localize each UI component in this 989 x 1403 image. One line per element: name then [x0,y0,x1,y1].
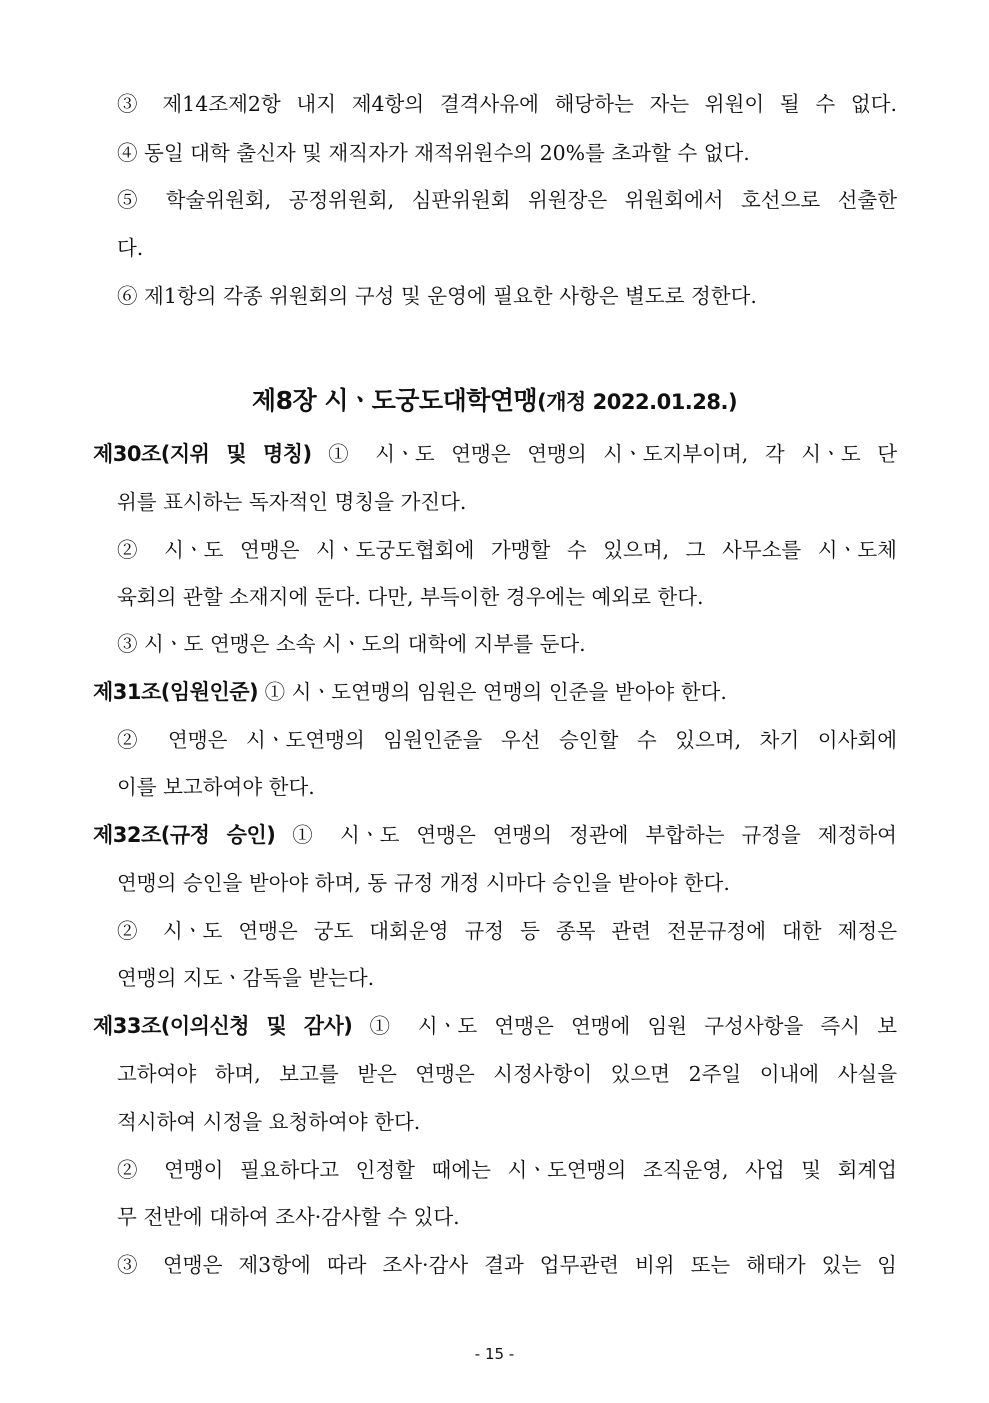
article-31-line-3: 이를 보고하여야 한다. [117,775,315,799]
article-31-text-1: ① 시ㆍ도연맹의 임원은 연맹의 인준을 받아야 한다. [258,680,727,704]
article-33-line-4: ② 연맹이 필요하다고 인정할 때에는 시ㆍ도연맹의 조직운영, 사업 및 회계업 [117,1158,897,1182]
article-30-text-1: ① 시ㆍ도 연맹은 연맹의 시ㆍ도지부이며, 각 시ㆍ도 단 [311,442,897,466]
article-33-heading: 제33조(이의신청 및 감사) [93,1014,353,1038]
article-32-line-1 [93,821,897,849]
chapter-amendment: (개정 2022.01.28.) [537,390,738,414]
article-30-line-4: 육회의 관할 소재지에 둔다. 다만, 부득이한 경우에는 예외로 한다. [117,585,704,609]
article-32-line-3: ② 시ㆍ도 연맹은 궁도 대회운영 규정 등 종목 관련 전문규정에 대한 제정은 [117,919,897,943]
article-31-line-1 [93,678,897,706]
article-30-line-5: ③ 시ㆍ도 연맹은 소속 시ㆍ도의 대학에 지부를 둔다. [117,632,586,656]
clause-6: ⑥ 제1항의 각종 위원회의 구성 및 운영에 필요한 사항은 별도로 정한다. [117,284,757,308]
clause-3: ③ 제14조제2항 내지 제4항의 결격사유에 해당하는 자는 위원이 될 수 없다. [117,92,897,116]
article-33-text-1: ① 시ㆍ도 연맹은 연맹에 임원 구성사항을 즉시 보 [352,1014,897,1038]
article-30-heading: 제30조(지위 및 명칭) [93,442,312,466]
clause-4: ④ 동일 대학 출신자 및 재직자가 재적위원수의 20%를 초과할 수 없다. [117,141,750,165]
article-33-line-3: 적시하여 시정을 요청하여야 한다. [117,1110,421,1134]
chapter-heading [0,384,989,419]
article-32-heading: 제32조(규정 승인) [93,823,276,847]
article-33-line-1 [93,1012,897,1040]
article-33-line-5: 무 전반에 대하여 조사·감사할 수 있다. [117,1205,460,1229]
article-32-text-1: ① 시ㆍ도 연맹은 연맹의 정관에 부합하는 규정을 제정하여 [275,823,897,847]
article-30-line-1 [93,440,897,468]
article-32-line-2: 연맹의 승인을 받아야 하며, 동 규정 개정 시마다 승인을 받아야 한다. [117,871,730,895]
clause-5-cont: 다. [117,236,144,260]
article-33-line-2: 고하여야 하며, 보고를 받은 연맹은 시정사항이 있으면 2주일 이내에 사실을 [117,1062,897,1086]
article-33-line-6: ③ 연맹은 제3항에 따라 조사·감사 결과 업무관련 비위 또는 해태가 있는 임 [117,1253,897,1277]
article-30-line-2: 위를 표시하는 독자적인 명칭을 가진다. [117,490,467,514]
article-31-line-2: ② 연맹은 시ㆍ도연맹의 임원인준을 우선 승인할 수 있으며, 차기 이사회에 [117,728,897,752]
page-number: - 15 - [474,1345,515,1363]
article-30-line-3: ② 시ㆍ도 연맹은 시ㆍ도궁도협회에 가맹할 수 있으며, 그 사무소를 시ㆍ도체 [117,538,897,562]
chapter-title: 제8장 시ㆍ도궁도대학연맹 [251,386,538,415]
article-31-heading: 제31조(임원인준) [93,680,259,704]
clause-5: ⑤ 학술위원회, 공정위원회, 심판위원회 위원장은 위원회에서 호선으로 선출한 [117,188,897,212]
article-32-line-4: 연맹의 지도ㆍ감독을 받는다. [117,966,375,990]
